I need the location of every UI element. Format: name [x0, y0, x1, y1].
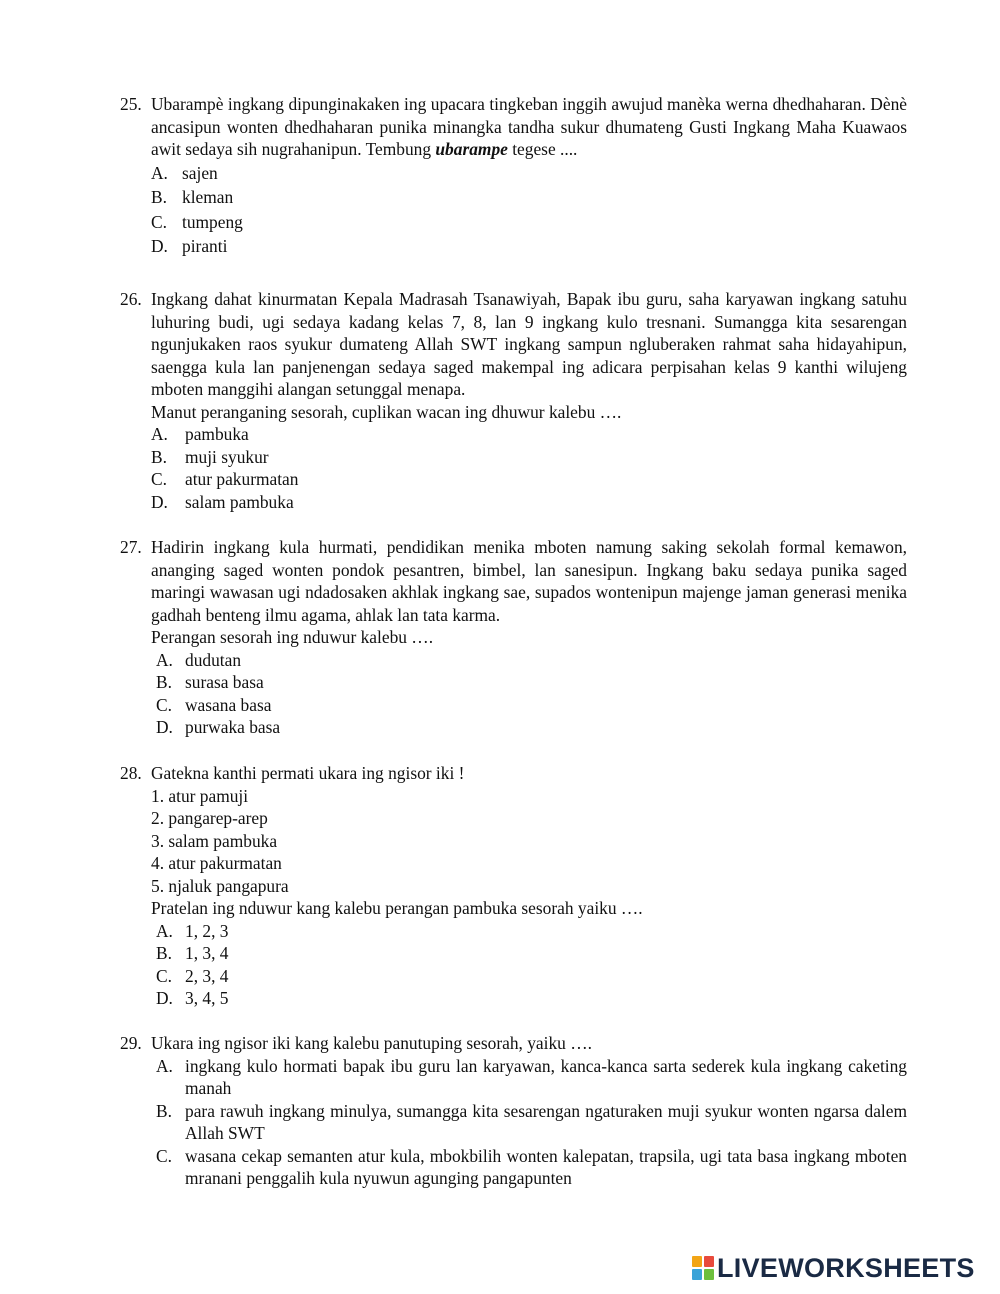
option-d[interactable]: D. salam pambuka [151, 491, 294, 512]
question-prompt: Perangan sesorah ing nduwur kalebu …. [151, 627, 434, 647]
question-stem: Hadirin ingkang kula hurmati, pendidikan menika mboten namung saking sekolah formal kemawon, ananging saged wonten pondok pesantren, bimbel, lan sanesipun. Ingkang baku sedaya punika saged maringi wawasan ugi ndadosaken akhlak ingkang sae, supados wontenipun majenge jaman generasi menika gadhah benteng ilmu agama, ahlak lan tata karma. Perangan sesorah ing nduwur kalebu …. [151, 537, 907, 647]
options [151, 161, 907, 259]
question-number: 27. [120, 537, 142, 557]
liveworksheets-logo [692, 1253, 975, 1283]
option-c[interactable]: C. atur pakurmatan [151, 469, 299, 489]
question-stem: Ingkang dahat kinurmatan Kepala Madrasah Tsanawiyah, Bapak ibu guru, saha karyawan ingkang satuhu luhuring budi, ugi sedaya kadang kelas 7, 8, lan 9 ingkang kulo tresnani. Sumangga kita sesarengan ngunjukaken raos syukur dumateng Allah SWT ingkang sampun ngluberaken rahmat saha hidayahipun, saengga kula lan panjenengan sedaya saged makempal ing adicara perpisahan kelas 9 kanthi wilujeng mboten manggihi alangan setunggal menapa. Manut peranganing sesorah, cuplikan wacan ing dhuwur kalebu …. [151, 289, 907, 422]
list-item: 1. atur pamuji [151, 785, 249, 806]
list-item: 3. salam pambuka [151, 830, 278, 851]
question-25 [120, 93, 907, 259]
option-c[interactable]: C. 2, 3, 4 [156, 965, 229, 986]
list-item: 2. pangarep-arep [151, 808, 268, 828]
option-a[interactable]: A. sajen [151, 162, 218, 183]
question-stem: Gatekna kanthi permati ukara ing ngisor iki ! [151, 763, 465, 783]
statement-list [151, 785, 907, 920]
option-d[interactable]: D. purwaka basa [156, 717, 281, 737]
option-b[interactable]: B. 1, 3, 4 [156, 943, 229, 963]
question-number: 29. [120, 1033, 142, 1053]
logo-text: LIVEWORKSHEETS [717, 1252, 975, 1283]
question-29 [120, 1032, 907, 1190]
question-number: 28. [120, 763, 142, 783]
list-item: 4. atur pakurmatan [151, 853, 282, 873]
option-a[interactable]: A. ingkang kulo hormati bapak ibu guru lan karyawan, kanca-kanca sarta sederek kula ingkang caketing manah [156, 1055, 907, 1098]
question-number: 26. [120, 289, 142, 309]
option-b[interactable]: B. para rawuh ingkang minulya, sumangga kita sesarengan ngaturaken muji syukur wonten ngarsa dalem Allah SWT [156, 1100, 907, 1143]
question-number: 25. [120, 94, 142, 114]
question-27 [120, 536, 907, 739]
question-prompt: Manut peranganing sesorah, cuplikan wacan ing dhuwur kalebu …. [151, 401, 622, 422]
list-item: 5. njaluk pangapura [151, 875, 289, 896]
options [156, 649, 907, 739]
logo-mark-icon [692, 1256, 714, 1280]
option-d[interactable]: D. 3, 4, 5 [156, 988, 229, 1008]
options [151, 423, 907, 513]
emphasized-term: ubarampe [435, 139, 508, 159]
question-28 [120, 762, 907, 1010]
option-b[interactable]: B. muji syukur [151, 446, 269, 467]
question-prompt: Pratelan ing nduwur kang kalebu perangan pambuka sesorah yaiku …. [151, 898, 643, 918]
option-a[interactable]: A. 1, 2, 3 [156, 920, 229, 941]
options [156, 1055, 907, 1190]
option-c[interactable]: C. wasana basa [156, 694, 272, 715]
option-a[interactable]: A. pambuka [151, 424, 249, 444]
option-d[interactable]: D. piranti [151, 236, 228, 256]
option-b[interactable]: B. kleman [151, 187, 234, 207]
question-26 [120, 288, 907, 513]
option-c[interactable]: C. tumpeng [151, 211, 243, 232]
options [156, 920, 907, 1010]
option-c[interactable]: C. wasana cekap semanten atur kula, mbokbilih wonten kalepatan, trapsila, ugi tata basa ingkang mboten mranani penggalih kula nyuwun agunging pangapunten [156, 1145, 907, 1188]
option-a[interactable]: A. dudutan [156, 649, 242, 670]
option-b[interactable]: B. surasa basa [156, 672, 264, 692]
question-stem: Ubarampè ingkang dipunginakaken ing upacara tingkeban inggih awujud manèka werna dhedhaharan. Dènè ancasipun wonten dhedhaharan punika minangka tandha sukur dhumateng Gusti Ingkang Maha Kuawaos awit sedaya sih nugrahanipun. Tembung ubarampe tegese .... [151, 94, 907, 159]
question-stem: Ukara ing ngisor iki kang kalebu panutuping sesorah, yaiku …. [151, 1033, 592, 1053]
